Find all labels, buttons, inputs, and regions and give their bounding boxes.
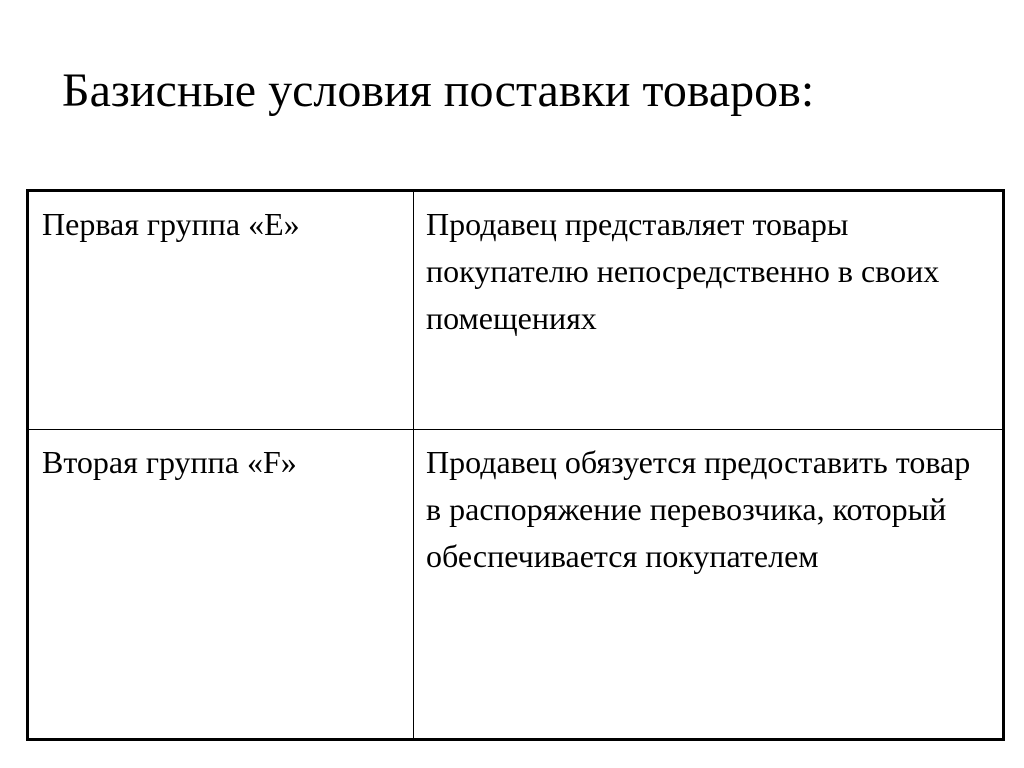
delivery-terms-table — [26, 189, 1005, 741]
group-name-cell: Вторая группа «F» — [28, 430, 414, 740]
group-name-cell: Первая группа «Е» — [28, 191, 414, 430]
group-description-cell: Продавец обязуется предоставить товар в распоряжение перевозчика, который обеспечивается покупателем — [414, 430, 1004, 740]
table-row — [28, 430, 1004, 740]
table-row — [28, 191, 1004, 430]
group-description-cell: Продавец представляет товары покупателю непосредственно в своих помещениях — [414, 191, 1004, 430]
page-title: Базисные условия поставки товаров: — [62, 64, 815, 117]
